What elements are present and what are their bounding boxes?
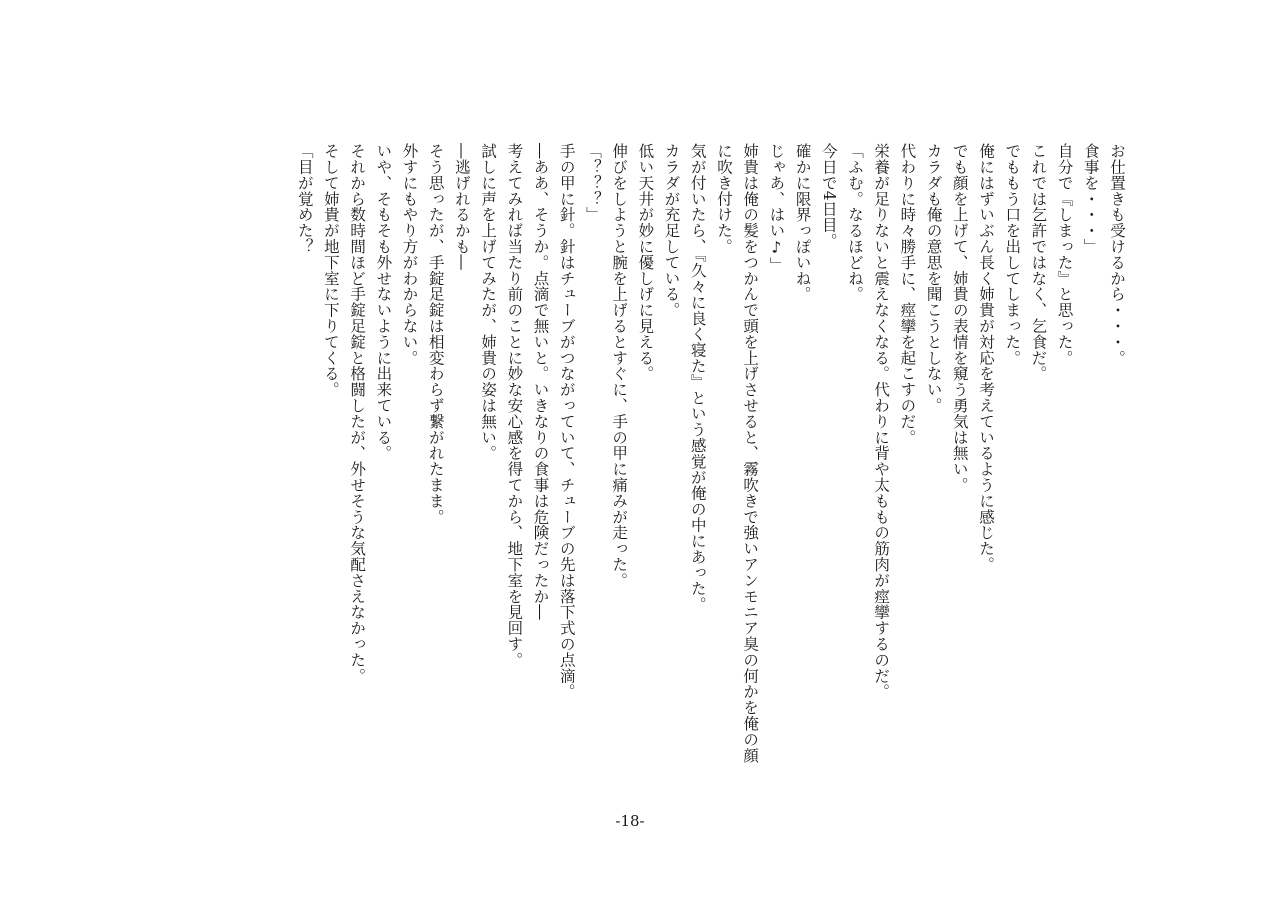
text-line: カラダも俺の意思を聞こうとしない。 bbox=[924, 143, 943, 414]
text-line: じゃあ、はい♪」 bbox=[767, 143, 786, 273]
text-line: 俺にはずいぶん長く姉貴が対応を考えているように感じた。 bbox=[976, 143, 995, 573]
text-line: 自分で『しまった』と思った。 bbox=[1055, 143, 1074, 366]
text-line: でも顔を上げて、姉貴の表情を窺う勇気は無い。 bbox=[950, 143, 969, 493]
text-line: それから数時間ほど手錠足錠と格闘したが、外せそうな気配さえなかった。 bbox=[348, 143, 367, 684]
text-line: 食事を・・・」 bbox=[1081, 143, 1100, 255]
text-line: 考えてみれば当たり前のことに妙な安心感を得てから、地下室を見回す。 bbox=[505, 143, 524, 668]
text-line: 姉貴は俺の髪をつかんで頭を上げさせると、霧吹きで強いアンモニア臭の何かを俺の顔 bbox=[741, 143, 760, 764]
text-line: カラダが充足している。 bbox=[662, 143, 681, 318]
text-line: そして姉貴が地下室に下りてくる。 bbox=[321, 143, 340, 398]
text-line: でももう口を出してしまった。 bbox=[1003, 143, 1022, 366]
text-line: 「ふむ。なるほどね。 bbox=[845, 143, 864, 302]
text-line: 「目が覚めた？ bbox=[295, 143, 314, 255]
text-line: 確かに限界っぽいね。 bbox=[793, 143, 812, 302]
text-line: 栄養が足りないと震えなくなる。代わりに背や太ももの筋肉が痙攣するのだ。 bbox=[872, 143, 891, 700]
text-line: 低い天井が妙に優しげに見える。 bbox=[636, 143, 655, 382]
page-number: ‐18‐ bbox=[615, 812, 645, 830]
text-line: そう思ったが、手錠足錠は相変わらず繋がれたまま。 bbox=[426, 143, 445, 525]
vertical-body-text bbox=[140, 143, 1130, 783]
text-line: に吹き付けた。 bbox=[714, 143, 733, 255]
text-line: いや、そもそも外せないように出来ている。 bbox=[374, 143, 393, 461]
text-line: 手の甲に針。針はチューブがつながっていて、チューブの先は落下式の点滴。 bbox=[557, 143, 576, 700]
text-line: 今日で4日目。 bbox=[819, 143, 838, 249]
text-line: 試しに声を上げてみたが、姉貴の姿は無い。 bbox=[479, 143, 498, 461]
text-line: お仕置きも受けるから・・・。 bbox=[1108, 143, 1126, 366]
text-line: ―ああ、そうか。点滴で無いと。いきなりの食事は危険だったか― bbox=[531, 143, 550, 620]
text-line: 「？？？」 bbox=[583, 143, 602, 223]
text-line: 外すにもやり方がわからない。 bbox=[400, 143, 419, 366]
text-line: 気が付いたら、『久々に良く寝た』という感覚が俺の中にあった。 bbox=[688, 143, 707, 613]
text-line: これでは乞許ではなく、乞食だ。 bbox=[1029, 143, 1048, 382]
text-line: ―逃げれるかも― bbox=[452, 143, 471, 271]
text-line: 代わりに時々勝手に、痙攣を起こすのだ。 bbox=[898, 143, 917, 446]
text-line: 伸びをしようと腕を上げるとすぐに、手の甲に痛みが走った。 bbox=[610, 143, 629, 589]
